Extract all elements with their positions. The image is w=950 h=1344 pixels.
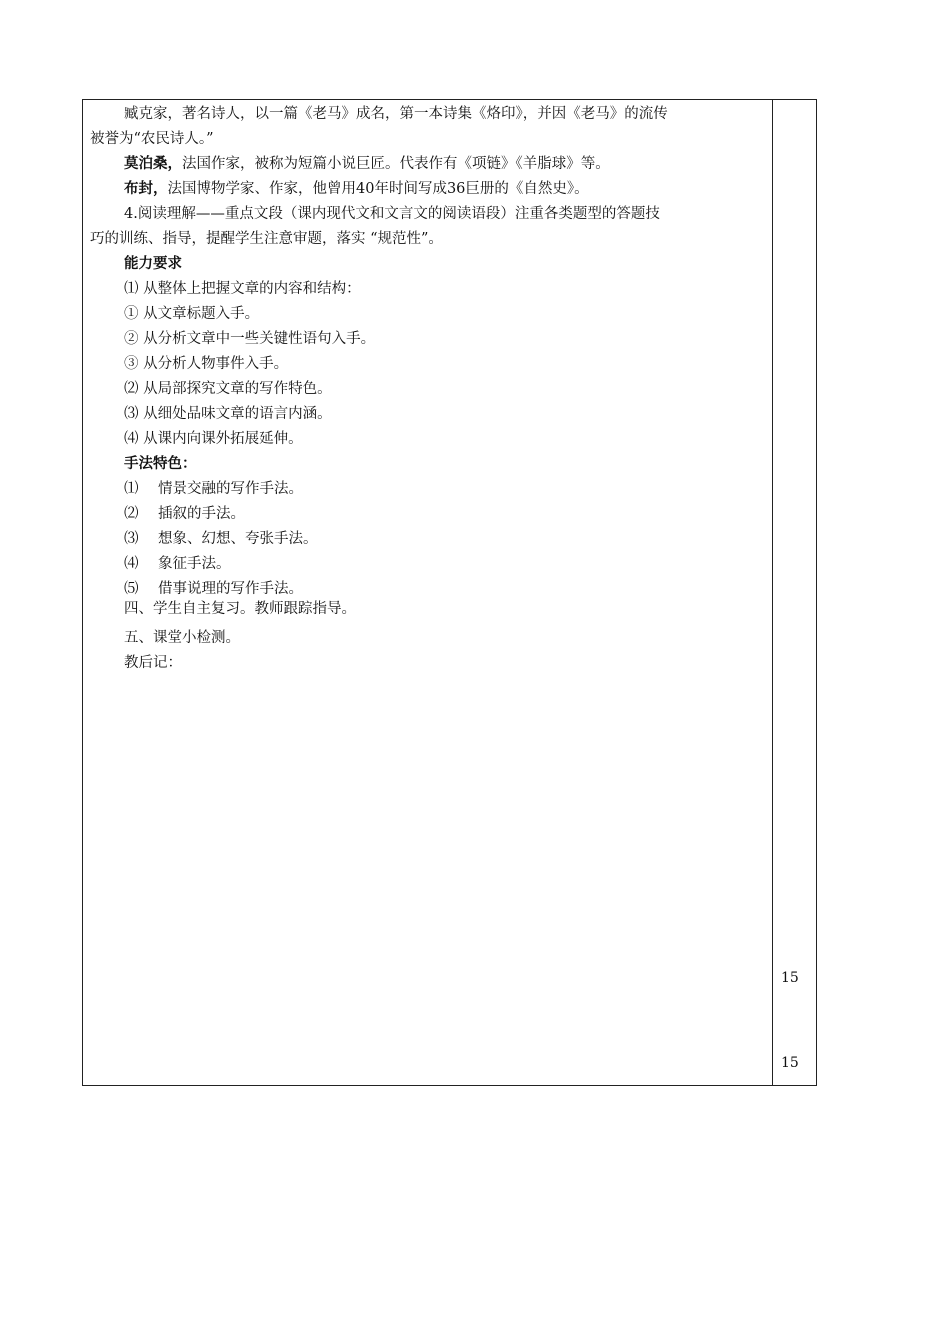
technique-item: [124, 479, 303, 499]
technique-text: 借事说理的写作手法。: [158, 581, 303, 597]
ability-item: ③ 从分析人物事件入手。: [124, 356, 289, 372]
technique-text: 插叙的手法。: [158, 506, 245, 522]
paragraph-maupassant: [124, 154, 610, 174]
ability-item: ⑴ 从整体上把握文章的内容和结构：: [124, 281, 361, 297]
technique-marker: ⑴: [124, 481, 139, 497]
technique-text: 象征手法。: [158, 556, 231, 572]
paragraph-zangkejia-line1: 臧克家，著名诗人，以一篇《老马》成名，第一本诗集《烙印》，并因《老马》的流传: [124, 106, 668, 122]
technique-item: [124, 554, 231, 574]
section-five: 五、课堂小检测。: [124, 630, 240, 646]
paragraph-reading-line1: 4.阅读理解——重点文段（课内现代文和文言文的阅读语段）注重各类题型的答题技: [124, 206, 660, 222]
afterword-label: 教后记：: [124, 655, 182, 671]
ability-item: ⑶ 从细处品味文章的语言内涵。: [124, 406, 332, 422]
lesson-plan-table: [82, 99, 817, 1086]
buffon-text: 法国博物学家、作家，他曾用40年时间写成36巨册的《自然史》。: [167, 181, 589, 197]
ability-item: ① 从文章标题入手。: [124, 306, 260, 322]
ability-item: ⑵ 从局部探究文章的写作特色。: [124, 381, 332, 397]
ability-item: ⑷ 从课内向课外拓展延伸。: [124, 431, 303, 447]
section-four: 四、学生自主复习。教师跟踪指导。: [124, 601, 356, 617]
technique-text: 想象、幻想、夸张手法。: [158, 531, 318, 547]
technique-item: [124, 579, 303, 599]
buffon-name: 布封，: [124, 181, 168, 197]
technique-marker: ⑷: [124, 556, 139, 572]
column-divider: [772, 100, 773, 1085]
maupassant-text: 法国作家，被称为短篇小说巨匠。代表作有《项链》《羊脂球》等。: [182, 156, 610, 172]
ability-heading: 能力要求: [124, 256, 182, 272]
paragraph-buffon: [124, 179, 589, 199]
time-value: 15: [781, 970, 799, 986]
technique-heading: 手法特色：: [124, 456, 197, 472]
maupassant-name: 莫泊桑，: [124, 156, 182, 172]
paragraph-reading-line2: 巧的训练、指导，提醒学生注意审题，落实 “规范性”。: [90, 231, 443, 247]
technique-item: [124, 529, 318, 549]
technique-marker: ⑸: [124, 581, 139, 597]
ability-item: ② 从分析文章中一些关键性语句入手。: [124, 331, 376, 347]
paragraph-zangkejia-line2: 被誉为“农民诗人。”: [90, 131, 214, 147]
technique-item: [124, 504, 245, 524]
technique-marker: ⑶: [124, 531, 139, 547]
technique-marker: ⑵: [124, 506, 139, 522]
time-value: 15: [781, 1055, 799, 1071]
technique-text: 情景交融的写作手法。: [158, 481, 303, 497]
